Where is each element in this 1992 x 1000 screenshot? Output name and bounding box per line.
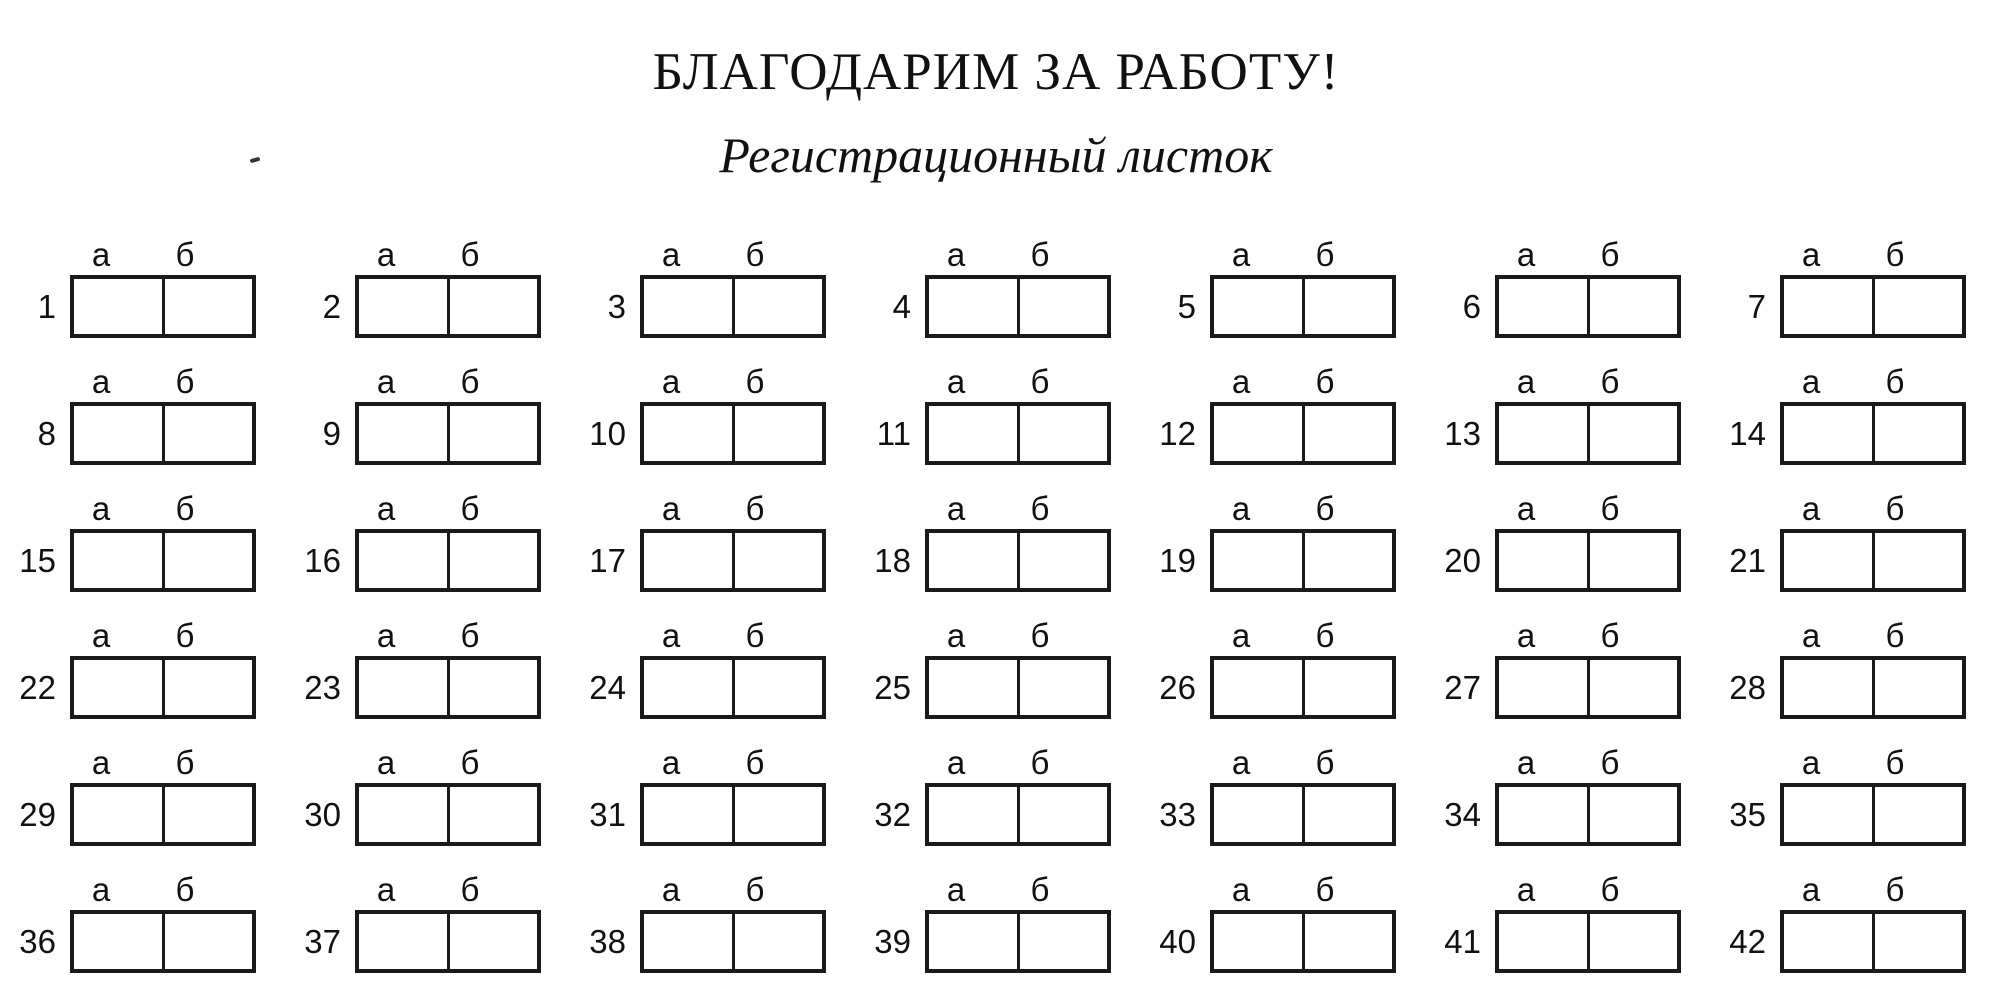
- column-label-a: а: [946, 490, 966, 527]
- column-label-a: а: [91, 236, 111, 273]
- item-number: 8: [37, 415, 56, 452]
- answer-box[interactable]: [925, 783, 1111, 846]
- column-label-a: а: [661, 236, 681, 273]
- answer-item: [1425, 238, 1685, 348]
- column-label-b: б: [1600, 236, 1620, 273]
- answer-box[interactable]: [925, 656, 1111, 719]
- item-number: 1: [37, 288, 56, 325]
- answer-box[interactable]: [70, 529, 256, 592]
- column-label-a: а: [946, 744, 966, 781]
- column-label-b: б: [1315, 744, 1335, 781]
- answer-box-divider: [1017, 660, 1020, 715]
- item-number: 38: [589, 923, 626, 960]
- column-label-a: а: [91, 617, 111, 654]
- column-label-a: а: [1516, 236, 1536, 273]
- column-label-b: б: [1885, 871, 1905, 908]
- column-label-b: б: [1885, 744, 1905, 781]
- column-label-b: б: [460, 236, 480, 273]
- answer-item: [1710, 873, 1970, 983]
- answer-box[interactable]: [1495, 656, 1681, 719]
- column-label-b: б: [1600, 617, 1620, 654]
- column-label-b: б: [1600, 744, 1620, 781]
- answer-box[interactable]: [1495, 910, 1681, 973]
- answer-box-divider: [162, 660, 165, 715]
- answer-item: [855, 365, 1115, 475]
- answer-item: [570, 873, 830, 983]
- answer-box[interactable]: [640, 275, 826, 338]
- column-label-a: а: [1801, 236, 1821, 273]
- answer-item: [570, 365, 830, 475]
- column-label-b: б: [1885, 490, 1905, 527]
- item-number: 40: [1159, 923, 1196, 960]
- answer-box-divider: [1872, 279, 1875, 334]
- answer-box[interactable]: [1495, 783, 1681, 846]
- column-label-b: б: [745, 236, 765, 273]
- item-number: 13: [1444, 415, 1481, 452]
- answer-box-divider: [1302, 787, 1305, 842]
- column-label-b: б: [1030, 363, 1050, 400]
- answer-item: [1710, 238, 1970, 348]
- item-number: 5: [1177, 288, 1196, 325]
- answer-box[interactable]: [1210, 529, 1396, 592]
- answer-box[interactable]: [925, 910, 1111, 973]
- answer-box-divider: [1587, 279, 1590, 334]
- answer-box-divider: [1017, 406, 1020, 461]
- column-label-a: а: [1801, 490, 1821, 527]
- column-label-a: а: [376, 744, 396, 781]
- answer-item: [570, 746, 830, 856]
- item-number: 7: [1747, 288, 1766, 325]
- answer-item: [0, 492, 260, 602]
- column-label-b: б: [1030, 490, 1050, 527]
- answer-item: [1710, 619, 1970, 729]
- answer-box[interactable]: [355, 529, 541, 592]
- column-label-b: б: [1030, 871, 1050, 908]
- answer-box[interactable]: [1495, 529, 1681, 592]
- answer-box-divider: [1872, 914, 1875, 969]
- column-label-a: а: [661, 617, 681, 654]
- answer-box-divider: [732, 914, 735, 969]
- column-label-a: а: [1231, 363, 1251, 400]
- answer-box-divider: [732, 787, 735, 842]
- answer-box[interactable]: [1495, 275, 1681, 338]
- column-label-a: а: [1516, 871, 1536, 908]
- column-label-a: а: [1231, 617, 1251, 654]
- answer-box-divider: [1872, 406, 1875, 461]
- answer-box-divider: [162, 787, 165, 842]
- answer-box-divider: [1017, 533, 1020, 588]
- answer-item: [285, 492, 545, 602]
- item-number: 19: [1159, 542, 1196, 579]
- answer-item: [1425, 873, 1685, 983]
- item-number: 41: [1444, 923, 1481, 960]
- answer-item: [0, 746, 260, 856]
- column-label-b: б: [1030, 744, 1050, 781]
- answer-item: [1425, 365, 1685, 475]
- column-label-a: а: [376, 871, 396, 908]
- answer-item: [1140, 746, 1400, 856]
- answer-box[interactable]: [640, 656, 826, 719]
- answer-box-divider: [1017, 279, 1020, 334]
- page-subtitle: Регистрационный листок: [719, 127, 1273, 183]
- answer-box-divider: [1017, 787, 1020, 842]
- answer-item: [1710, 746, 1970, 856]
- column-label-a: а: [376, 617, 396, 654]
- item-number: 37: [304, 923, 341, 960]
- column-label-a: а: [1231, 871, 1251, 908]
- answer-item: [855, 619, 1115, 729]
- column-label-a: а: [1801, 871, 1821, 908]
- item-number: 33: [1159, 796, 1196, 833]
- answer-box-divider: [732, 279, 735, 334]
- column-label-a: а: [376, 363, 396, 400]
- item-number: 18: [874, 542, 911, 579]
- column-label-b: б: [1885, 617, 1905, 654]
- column-label-a: а: [1516, 363, 1536, 400]
- column-label-a: а: [1516, 617, 1536, 654]
- answer-box-divider: [1587, 533, 1590, 588]
- answer-box[interactable]: [925, 402, 1111, 465]
- answer-item: [1140, 492, 1400, 602]
- answer-box-divider: [1302, 914, 1305, 969]
- answer-box[interactable]: [355, 402, 541, 465]
- answer-box-divider: [1302, 406, 1305, 461]
- item-number: 3: [607, 288, 626, 325]
- item-number: 36: [19, 923, 56, 960]
- item-number: 25: [874, 669, 911, 706]
- column-label-b: б: [1885, 363, 1905, 400]
- answer-item: [285, 619, 545, 729]
- column-label-a: а: [376, 490, 396, 527]
- page-title: БЛАГОДАРИМ ЗА РАБОТУ!: [652, 43, 1340, 101]
- answer-box[interactable]: [355, 783, 541, 846]
- column-label-b: б: [175, 490, 195, 527]
- answer-box-divider: [1587, 660, 1590, 715]
- answer-item: [0, 619, 260, 729]
- column-label-b: б: [1315, 490, 1335, 527]
- answer-item: [0, 238, 260, 348]
- item-number: 11: [876, 415, 911, 452]
- item-number: 10: [589, 415, 626, 452]
- column-label-a: а: [661, 490, 681, 527]
- column-label-b: б: [1600, 490, 1620, 527]
- item-number: 30: [304, 796, 341, 833]
- answer-box-divider: [1872, 660, 1875, 715]
- answer-box-divider: [447, 914, 450, 969]
- answer-box-divider: [1587, 406, 1590, 461]
- item-number: 26: [1159, 669, 1196, 706]
- item-number: 17: [589, 542, 626, 579]
- answer-box-divider: [162, 406, 165, 461]
- item-number: 6: [1462, 288, 1481, 325]
- column-label-b: б: [175, 236, 195, 273]
- item-number: 23: [304, 669, 341, 706]
- column-label-b: б: [175, 744, 195, 781]
- column-label-a: а: [946, 871, 966, 908]
- answer-box-divider: [447, 279, 450, 334]
- column-label-a: а: [1231, 236, 1251, 273]
- column-label-b: б: [1030, 236, 1050, 273]
- answer-box[interactable]: [1780, 275, 1966, 338]
- answer-box[interactable]: [70, 656, 256, 719]
- item-number: 35: [1729, 796, 1766, 833]
- column-label-b: б: [1315, 363, 1335, 400]
- item-number: 20: [1444, 542, 1481, 579]
- answer-box-divider: [1872, 533, 1875, 588]
- answer-box[interactable]: [1210, 656, 1396, 719]
- item-number: 14: [1729, 415, 1766, 452]
- item-number: 24: [589, 669, 626, 706]
- answer-box-divider: [162, 533, 165, 588]
- answer-item: [1425, 492, 1685, 602]
- column-label-b: б: [1315, 871, 1335, 908]
- item-number: 22: [19, 669, 56, 706]
- column-label-b: б: [745, 490, 765, 527]
- answer-box[interactable]: [355, 910, 541, 973]
- column-label-b: б: [1600, 363, 1620, 400]
- answer-box[interactable]: [1780, 656, 1966, 719]
- answer-box[interactable]: [925, 529, 1111, 592]
- answer-item: [1710, 492, 1970, 602]
- answer-item: [1710, 365, 1970, 475]
- answer-box[interactable]: [1210, 783, 1396, 846]
- column-label-a: а: [1231, 490, 1251, 527]
- answer-box[interactable]: [70, 402, 256, 465]
- item-number: 42: [1729, 923, 1766, 960]
- answer-box[interactable]: [640, 529, 826, 592]
- column-label-b: б: [745, 744, 765, 781]
- answer-item: [855, 238, 1115, 348]
- column-label-a: а: [91, 490, 111, 527]
- answer-box[interactable]: [1780, 402, 1966, 465]
- column-label-a: а: [1801, 744, 1821, 781]
- answer-box-divider: [162, 279, 165, 334]
- answer-box[interactable]: [1780, 910, 1966, 973]
- column-label-a: а: [91, 744, 111, 781]
- answer-item: [1140, 619, 1400, 729]
- column-label-b: б: [460, 617, 480, 654]
- answer-box[interactable]: [1780, 783, 1966, 846]
- column-label-b: б: [460, 363, 480, 400]
- answer-box-divider: [1302, 533, 1305, 588]
- item-number: 21: [1729, 542, 1766, 579]
- answer-item: [1425, 619, 1685, 729]
- answer-box[interactable]: [1780, 529, 1966, 592]
- answer-item: [1425, 746, 1685, 856]
- item-number: 28: [1729, 669, 1766, 706]
- answer-box-divider: [447, 533, 450, 588]
- item-number: 27: [1444, 669, 1481, 706]
- answer-box[interactable]: [925, 275, 1111, 338]
- item-number: 12: [1159, 415, 1196, 452]
- item-number: 34: [1444, 796, 1481, 833]
- column-label-b: б: [1315, 236, 1335, 273]
- column-label-b: б: [1030, 617, 1050, 654]
- item-number: 9: [322, 415, 341, 452]
- item-number: 2: [322, 288, 341, 325]
- column-label-b: б: [175, 617, 195, 654]
- answer-box-divider: [732, 533, 735, 588]
- column-label-a: а: [661, 871, 681, 908]
- column-label-a: а: [661, 744, 681, 781]
- answer-box[interactable]: [70, 275, 256, 338]
- column-label-a: а: [946, 236, 966, 273]
- answer-item: [855, 873, 1115, 983]
- column-label-b: б: [745, 871, 765, 908]
- answer-box-divider: [162, 914, 165, 969]
- answer-box[interactable]: [1210, 275, 1396, 338]
- column-label-b: б: [175, 871, 195, 908]
- answer-box-divider: [732, 660, 735, 715]
- column-label-b: б: [460, 744, 480, 781]
- answer-box-divider: [447, 660, 450, 715]
- column-label-b: б: [1600, 871, 1620, 908]
- answer-box-divider: [732, 406, 735, 461]
- item-number: 15: [19, 542, 56, 579]
- answer-item: [1140, 873, 1400, 983]
- column-label-b: б: [460, 490, 480, 527]
- answer-box[interactable]: [640, 910, 826, 973]
- answer-box-divider: [447, 787, 450, 842]
- item-number: 29: [19, 796, 56, 833]
- column-label-b: б: [175, 363, 195, 400]
- column-label-a: а: [946, 363, 966, 400]
- answer-box[interactable]: [640, 402, 826, 465]
- answer-box-divider: [1587, 914, 1590, 969]
- item-number: 16: [304, 542, 341, 579]
- column-label-a: а: [1801, 363, 1821, 400]
- answer-box[interactable]: [1210, 910, 1396, 973]
- column-label-b: б: [1315, 617, 1335, 654]
- column-label-b: б: [745, 363, 765, 400]
- column-label-a: а: [1231, 744, 1251, 781]
- answer-box-divider: [1302, 279, 1305, 334]
- answer-item: [0, 873, 260, 983]
- column-label-b: б: [745, 617, 765, 654]
- column-label-a: а: [1516, 490, 1536, 527]
- answer-box[interactable]: [1210, 402, 1396, 465]
- answer-item: [855, 746, 1115, 856]
- answer-item: [570, 619, 830, 729]
- item-number: 39: [874, 923, 911, 960]
- item-number: 31: [589, 796, 626, 833]
- answer-box[interactable]: [355, 275, 541, 338]
- column-label-a: а: [1801, 617, 1821, 654]
- answer-item: [570, 492, 830, 602]
- answer-box-divider: [1587, 787, 1590, 842]
- answer-item: [285, 873, 545, 983]
- item-number: 32: [874, 796, 911, 833]
- answer-item: [285, 365, 545, 475]
- answer-box-divider: [1872, 787, 1875, 842]
- answer-item: [0, 365, 260, 475]
- answer-item: [570, 238, 830, 348]
- column-label-a: а: [661, 363, 681, 400]
- column-label-b: б: [460, 871, 480, 908]
- column-label-a: а: [91, 871, 111, 908]
- answer-item: [1140, 365, 1400, 475]
- answer-box[interactable]: [70, 783, 256, 846]
- item-number: 4: [892, 288, 911, 325]
- answer-item: [285, 746, 545, 856]
- answer-box[interactable]: [640, 783, 826, 846]
- answer-box[interactable]: [355, 656, 541, 719]
- column-label-a: а: [946, 617, 966, 654]
- answer-box-divider: [1017, 914, 1020, 969]
- answer-item: [285, 238, 545, 348]
- column-label-a: а: [1516, 744, 1536, 781]
- answer-box-divider: [1302, 660, 1305, 715]
- answer-box[interactable]: [1495, 402, 1681, 465]
- answer-item: [855, 492, 1115, 602]
- answer-box[interactable]: [70, 910, 256, 973]
- column-label-b: б: [1885, 236, 1905, 273]
- answer-item: [1140, 238, 1400, 348]
- column-label-a: а: [376, 236, 396, 273]
- answer-box-divider: [447, 406, 450, 461]
- column-label-a: а: [91, 363, 111, 400]
